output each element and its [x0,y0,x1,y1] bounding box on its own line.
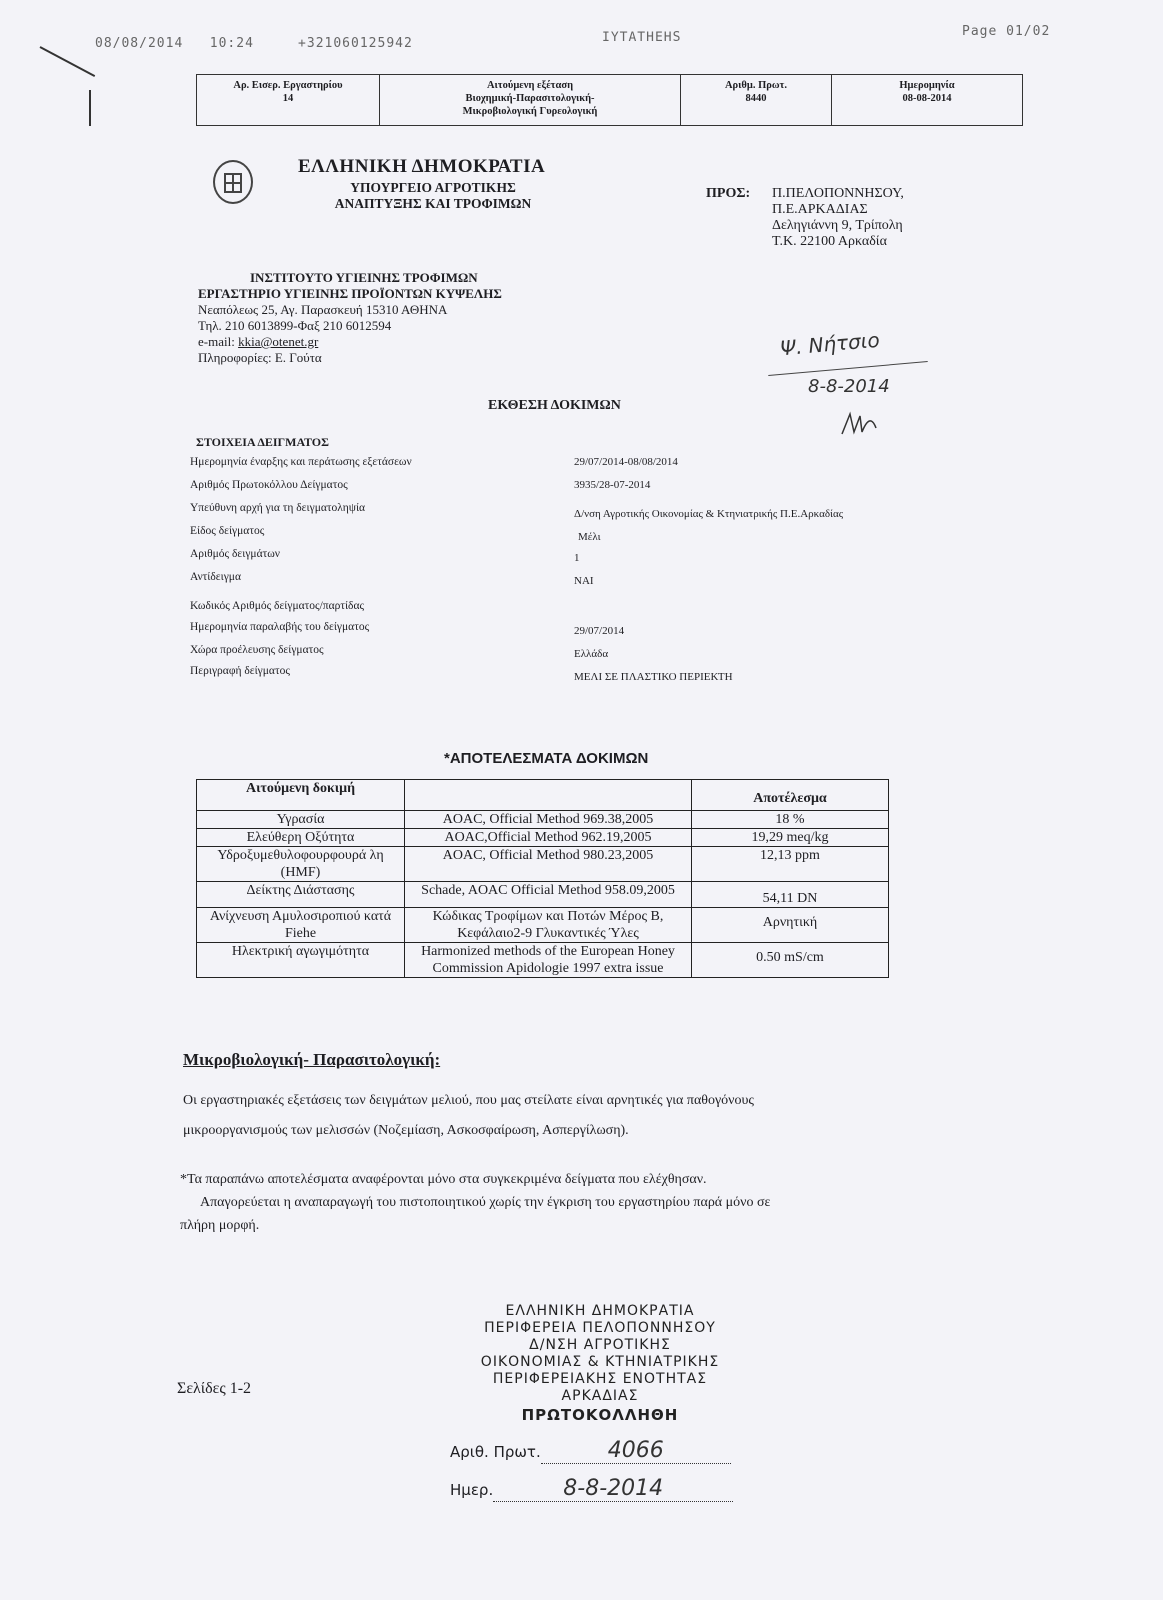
sample-label: Περιγραφή δείγματος [190,665,290,677]
micro-text-line: Οι εργαστηριακές εξετάσεις των δειγμάτων μελιού, που μας στείλατε είναι αρνητικές για παθογόνους [183,1093,754,1108]
header-cell-lab-number [197,75,380,125]
sample-details [190,456,910,686]
sample-value: 29/07/2014-08/08/2014 [574,456,678,468]
notes [180,1168,920,1237]
sample-value: Μέλι [578,531,601,543]
note-line: πλήρη μορφή. [180,1218,260,1233]
header-label: Αρ. Εισερ. Εργαστηρίου [233,80,343,91]
fax-time: 10:24 [209,36,254,51]
column-header-method [405,780,692,811]
test-method: AOAC, Official Method 969.38,2005 [405,811,692,829]
test-result: 19,29 meq/kg [692,829,889,847]
table-row [197,829,889,847]
test-method: AOAC,Official Method 962.19,2005 [405,829,692,847]
table-row [197,943,889,978]
protocol-number-handwritten: 4066 [607,1438,664,1463]
sample-label: Αριθμός δειγμάτων [190,548,280,560]
handwritten-date: 8-8-2014 [808,376,890,397]
header-value: 8440 [745,93,767,104]
sample-value: ΝΑΙ [574,575,594,587]
table-row [197,811,889,829]
sample-label: Είδος δείγματος [190,525,265,537]
institute-block [198,270,502,366]
date-handwritten: 8-8-2014 [563,1476,664,1501]
fax-sender: ΙΥΤΑΤΗΕΗS [602,30,682,45]
recipient-line: Δεληγιάννη 9, Τρίπολη [772,218,903,233]
stamp-line: ΑΡΚΑΔΙΑΣ [561,1388,639,1404]
test-name: Υγρασία [197,811,405,829]
test-result: 0.50 mS/cm [692,943,889,978]
margin-mark-vertical [89,90,91,126]
sample-value: Δ/νση Αγροτικής Οικονομίας & Κτηνιατρικής Π.Ε.Αρκαδίας [574,508,844,520]
column-header-result: Αποτέλεσμα [692,780,889,811]
sample-row [190,617,910,640]
report-title: ΕΚΘΕΣΗ ΔΟΚΙΜΩΝ [488,398,621,413]
header-table [196,74,1023,126]
sample-value: Ελλάδα [574,648,609,660]
header-value: Βιοχημική-Παρασιτολογική-Μικροβιολογική Γυρεολογική [462,93,598,117]
recipient-block [772,186,904,250]
micro-text-line: μικροοργανισμούς των μελισσών (Νοζεμίαση, Ασκοσφαίρωση, Ασπεργίλωση). [183,1123,629,1138]
sample-row [190,640,910,663]
ministry-line: ΥΠΟΥΡΓΕΙΟ ΑΓΡΟΤΙΚΗΣ [350,180,516,195]
test-method: Κώδικας Τροφίμων και Ποτών Μέρος Β, Κεφάλαιο2-9 Γλυκαντικές Ύλες [405,908,692,943]
sample-label: Αριθμός Πρωτοκόλλου Δείγματος [190,479,348,491]
stamp-line: ΠΕΡΙΦΕΡΕΙΑ ΠΕΛΟΠΟΝΝΗΣΟΥ [484,1320,716,1336]
sample-value: ΜΕΛΙ ΣΕ ΠΛΑΣΤΙΚΟ ΠΕΡΙΕΚΤΗ [574,671,733,683]
test-method: AOAC, Official Method 980.23,2005 [405,847,692,882]
sample-row [190,548,910,571]
institute-email-line [198,334,502,350]
sample-row [190,594,910,617]
fax-header [95,36,413,51]
page-count: Σελίδες 1-2 [177,1380,252,1397]
header-label: Ημερομηνία [899,80,955,91]
test-result: Αρνητική [692,908,889,943]
sample-label: Υπεύθυνη αρχή για τη δειγματοληψία [190,502,366,514]
laboratory-name: ΕΡΓΑΣΤΗΡΙΟ ΥΓΙΕΙΝΗΣ ΠΡΟΪΟΝΤΩΝ ΚΥΨΕΛΗΣ [198,286,502,301]
ministry-line: ΑΝΑΠΤΥΞΗΣ ΚΑΙ ΤΡΟΦΙΜΩΝ [334,196,532,211]
sample-row [190,571,910,594]
sample-label: Κωδικός Αριθμός δείγματος/παρτίδας [190,600,365,612]
stamp-date [450,1476,733,1502]
sample-row [190,525,910,548]
sample-value: 3935/28-07-2014 [574,479,651,491]
stamp-line: ΕΛΛΗΝΙΚΗ ΔΗΜΟΚΡΑΤΙΑ [505,1303,695,1319]
header-cell-exam [380,75,681,125]
sample-row [190,663,910,686]
fax-page: Page 01/02 [962,24,1051,39]
sample-label: Χώρα προέλευσης δείγματος [190,644,324,656]
protocol-stamp [430,1303,770,1424]
sample-label: Αντίδειγμα [190,571,241,583]
institute-phone: Τηλ. 210 6013899-Φαξ 210 6012594 [198,318,392,333]
results-heading: *ΑΠΟΤΕΛΕΣΜΑΤΑ ΔΟΚΙΜΩΝ [444,750,649,767]
header-value: 14 [282,93,294,104]
note-line: Απαγορεύεται η αναπαραγωγή του πιστοποιητικού χωρίς την έγκριση του εργαστηρίου παρά μόνο σε [200,1195,771,1210]
stamp-line: ΠΕΡΙΦΕΡΕΙΑΚΗΣ ΕΝΟΤΗΤΑΣ [492,1371,708,1387]
institute-info: Πληροφορίες: Ε. Γούτα [198,350,322,365]
test-result: 54,11 DN [692,882,889,908]
stamp-line: ΟΙΚΟΝΟΜΙΑΣ & ΚΤΗΝΙΑΤΡΙΚΗΣ [480,1354,720,1370]
test-method: Harmonized methods of the European Honey Commission Apidologie 1997 extra issue [405,943,692,978]
recipient-line: Π.Ε.ΑΡΚΑΔΙΑΣ [772,202,868,217]
note-line: *Τα παραπάνω αποτελέσματα αναφέρονται μόνο στα συγκεκριμένα δείγματα που ελέχθησαν. [180,1172,707,1187]
institute-email-link[interactable]: kkia@otenet.gr [238,334,319,349]
test-name: Υδροξυμεθυλοφουρφουρά λη (HMF) [197,847,405,882]
handwritten-name: Ψ. Νήτσιο [779,327,881,361]
table-header-row [197,780,889,811]
table-row [197,847,889,882]
handwritten-underline [768,361,927,376]
fax-date: 08/08/2014 [95,36,184,51]
table-row [197,908,889,943]
test-name: Ανίχνευση Αμυλοσιροπιού κατά Fiehe [197,908,405,943]
date-label: Ημερ. [450,1481,494,1499]
test-name: Ηλεκτρική αγωγιμότητα [197,943,405,978]
institute-name: ΙΝΣΤΙΤΟΥΤΟ ΥΓΙΕΙΝΗΣ ΤΡΟΦΙΜΩΝ [250,270,478,285]
sample-heading: ΣΤΟΙΧΕΙΑ ΔΕΙΓΜΑΤΟΣ [196,435,329,449]
recipient-line: Π.ΠΕΛΟΠΟΝΝΗΣΟΥ, [772,186,904,201]
protocol-label: Αριθ. Πρωτ. [450,1443,541,1461]
sample-label: Ημερομηνία παραλαβής του δείγματος [190,621,370,633]
institute-address: Νεαπόλεως 25, Αγ. Παρασκευή 15310 ΑΘΗΝΑ [198,302,448,317]
recipient-line: Τ.Κ. 22100 Αρκαδία [772,234,887,249]
sample-row [190,502,910,525]
header-label: Αιτούμενη εξέταση [486,80,574,91]
test-name: Ελεύθερη Οξύτητα [197,829,405,847]
greek-emblem-icon [213,160,253,204]
handwritten-initials [840,408,880,444]
sample-value: 1 [574,552,580,564]
recipient-label: ΠΡΟΣ: [706,186,751,201]
sample-row [190,456,910,479]
micro-text [183,1086,943,1146]
stamp-protocol-number [450,1438,731,1464]
header-cell-date [832,75,1022,125]
email-label: e-mail: [198,334,235,349]
issuer-country: ΕΛΛΗΝΙΚΗ ΔΗΜΟΚΡΑΤΙΑ [298,156,546,177]
results-table [196,779,889,978]
header-cell-protocol [681,75,832,125]
test-result: 18 % [692,811,889,829]
header-label: Αριθμ. Πρωτ. [724,80,788,91]
test-method: Schade, AOAC Official Method 958.09,2005 [405,882,692,908]
stamp-line: ΠΡΩΤΟΚΟΛΛΗΘΗ [521,1406,679,1424]
table-row [197,882,889,908]
issuer-ministry [318,180,548,212]
micro-heading: Μικροβιολογική- Παρασιτολογική: [183,1050,441,1069]
fax-phone: +321060125942 [298,36,413,51]
margin-mark [40,46,96,77]
sample-label: Ημερομηνία έναρξης και περάτωσης εξετάσεων [190,456,412,468]
test-result: 12,13 ppm [692,847,889,882]
header-value: 08-08-2014 [902,93,952,104]
column-header-test: Αιτούμενη δοκιμή [197,780,405,811]
test-name: Δείκτης Διάστασης [197,882,405,908]
stamp-line: Δ/ΝΣΗ ΑΓΡΟΤΙΚΗΣ [529,1337,671,1353]
sample-row [190,479,910,502]
sample-value: 29/07/2014 [574,625,625,637]
